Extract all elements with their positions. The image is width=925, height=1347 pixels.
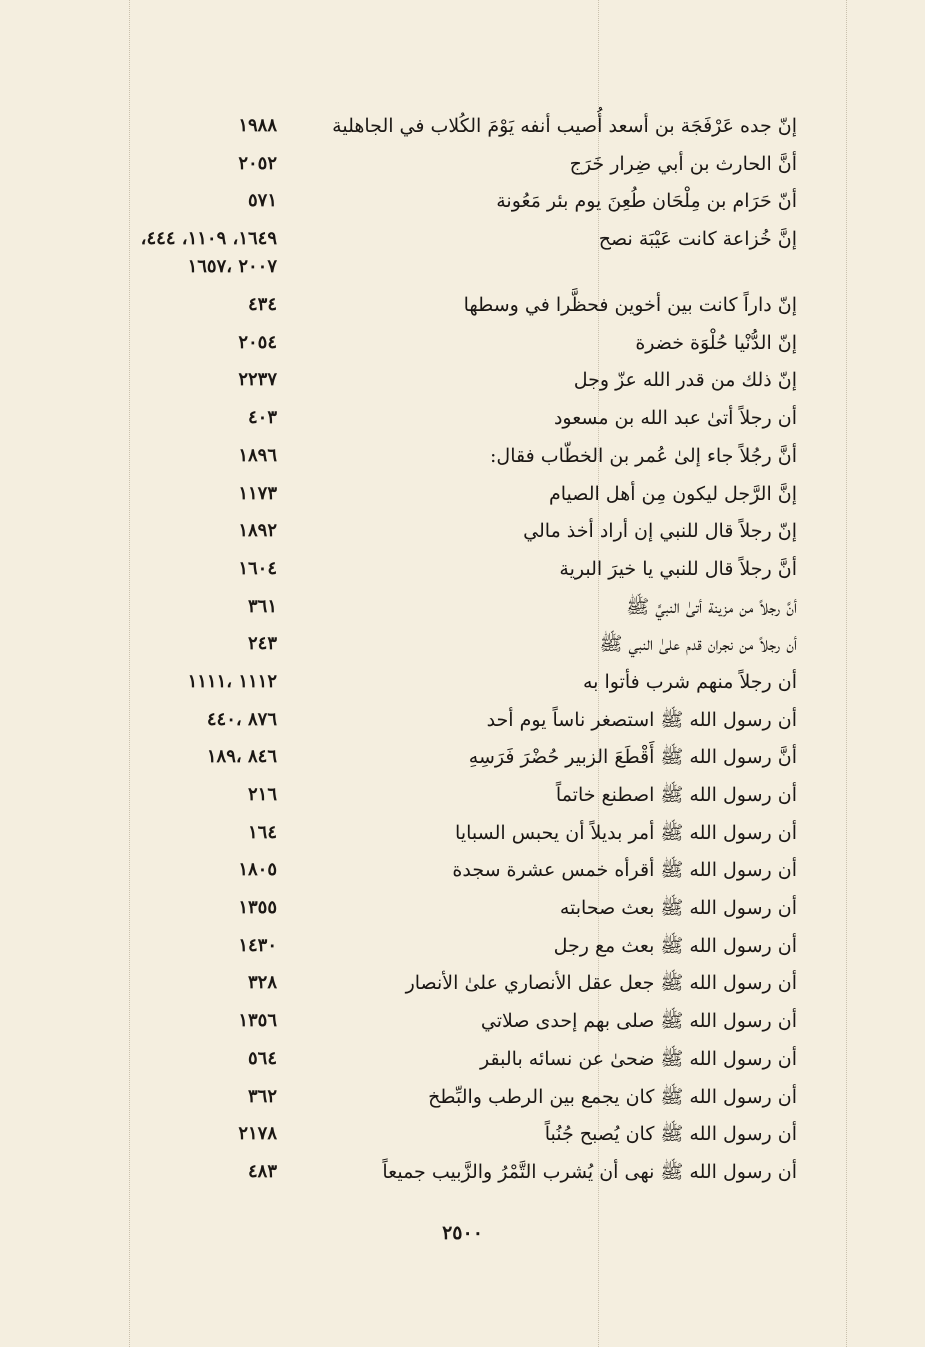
index-entry bbox=[0, 476, 925, 514]
page-number: ٢٥٠٠ bbox=[442, 1222, 483, 1244]
entry-number: ٢١٧٨ bbox=[238, 1123, 277, 1145]
entry-numbers bbox=[0, 225, 277, 281]
index-entry bbox=[0, 626, 925, 664]
entry-numbers bbox=[0, 1083, 277, 1111]
entry-numbers bbox=[0, 668, 277, 696]
entry-number: ٤٣٤ bbox=[247, 294, 277, 316]
entry-text: أن رسول الله ﷺ صلى بهم إحدى صلاتي bbox=[480, 1010, 797, 1033]
entry-text: إنّ ذلك من قدر الله عزّ وجل bbox=[573, 369, 797, 392]
entry-number: ٥٧١ bbox=[247, 190, 277, 212]
index-entry bbox=[0, 890, 925, 928]
entry-numbers bbox=[0, 969, 277, 997]
entry-text: أن رسول الله ﷺ بعث مع رجل bbox=[553, 934, 797, 957]
index-entry bbox=[0, 438, 925, 476]
entry-numbers bbox=[0, 706, 277, 734]
entry-numbers bbox=[0, 442, 277, 470]
entry-numbers bbox=[0, 743, 277, 771]
entry-text: أن رسول الله ﷺ كان يجمع بين الرطب والبِّطخ bbox=[428, 1085, 797, 1108]
entry-text: أن رسول الله ﷺ استصغر ناساً يوم أحد bbox=[486, 708, 797, 731]
entry-number: ٢١٦ bbox=[247, 784, 277, 805]
entry-number: ١٦٠٤ bbox=[238, 557, 277, 579]
entry-text: إنَّ خُزاعة كانت عَيْبَة نصح bbox=[598, 228, 797, 251]
entry-text: أن رسول الله ﷺ أمر بديلاً أن يحبس السبايا bbox=[455, 821, 797, 844]
entry-numbers bbox=[0, 112, 277, 140]
entry-text: أنَّ رجلاً من مزينة أتىٰ النبيَّ ﷺ bbox=[626, 595, 797, 618]
entry-numbers bbox=[0, 1045, 277, 1073]
index-entry bbox=[0, 965, 925, 1003]
entry-number: ٣٦١ bbox=[247, 595, 277, 617]
entry-text: أن رسول الله ﷺ ضحىٰ عن نسائه بالبقر bbox=[480, 1047, 797, 1070]
index-entry bbox=[0, 183, 925, 221]
index-entry bbox=[0, 1154, 925, 1192]
entry-number: ١٤٣٠ bbox=[238, 934, 277, 956]
entry-text: أن رسول الله ﷺ جعل عقل الأنصاري علىٰ الأنصار bbox=[405, 972, 797, 995]
entry-number: ١١١٢ ،١١١١ bbox=[187, 670, 277, 692]
entry-numbers bbox=[0, 1120, 277, 1148]
index-entry bbox=[0, 928, 925, 966]
entry-text: إنّ داراً كانت بين أخوين فحظَّرا في وسطها bbox=[463, 294, 797, 317]
index-entry bbox=[0, 362, 925, 400]
index-entry bbox=[0, 852, 925, 890]
entry-text: أن رسول الله ﷺ نهى أن يُشرب التَّمْرُ والزَّبيب جميعاً bbox=[382, 1160, 797, 1183]
entry-numbers bbox=[0, 819, 277, 847]
index-entry bbox=[0, 1116, 925, 1154]
entry-text: أنّ حَرَام بن مِلْحَان طُعِنَ يوم بئر مَعُونة bbox=[496, 190, 797, 213]
entry-text: أنَّ رجُلاً جاء إلىٰ عُمر بن الخطّاب فقال: bbox=[490, 444, 797, 467]
index-entry bbox=[0, 702, 925, 740]
entry-numbers bbox=[0, 187, 277, 215]
entry-text: إنَّ الرَّجل ليكون مِن أهل الصيام bbox=[548, 482, 797, 505]
entry-number: ١٨٩٦ bbox=[238, 444, 277, 466]
entry-text: إنّ رجلاً قال للنبي إن أراد أخذ مالي bbox=[523, 520, 797, 543]
index-entry bbox=[0, 1079, 925, 1117]
entry-text: أنَّ رجلاً قال للنبي يا خيرَ البرية bbox=[559, 557, 797, 580]
index-entry bbox=[0, 739, 925, 777]
entry-number: ١٨٩٢ bbox=[238, 520, 277, 542]
entry-number: ٣٦٢ bbox=[247, 1085, 277, 1107]
entry-numbers bbox=[0, 329, 277, 357]
entry-numbers bbox=[0, 593, 277, 621]
entry-number: ٢٢٣٧ bbox=[238, 369, 277, 391]
entry-text: إنّ الدُّنْيا حُلْوَة خضرة bbox=[635, 331, 797, 354]
entry-number: ٢٤٣ bbox=[247, 633, 277, 655]
entry-numbers bbox=[0, 781, 277, 809]
entry-number: ٨٤٦ ،١٨٩ bbox=[206, 746, 277, 768]
entry-number: ٢٠٠٧ ،١٦٥٧ bbox=[187, 256, 277, 278]
entry-number: ٤٨٣ bbox=[247, 1160, 277, 1182]
entry-number: ١٦٤٩، ١١٠٩، ٤٤٤، bbox=[140, 228, 277, 250]
entry-numbers bbox=[0, 366, 277, 394]
entry-text: أن رجلاً من نجران قدم علىٰ النبي ﷺ bbox=[599, 633, 797, 656]
entry-text: أن رجلاً منهم شرب فأتوا به bbox=[582, 670, 797, 693]
entry-text: أنَّ رسول الله ﷺ أَقْطَعَ الزبير حُضْرَ فَرَسِهِ bbox=[468, 746, 797, 769]
entry-number: ٥٦٤ bbox=[247, 1047, 277, 1069]
entry-numbers bbox=[0, 291, 277, 319]
entry-text: أن رسول الله ﷺ كان يُصبح جُنُباً bbox=[544, 1123, 797, 1146]
index-entry bbox=[0, 108, 925, 146]
entry-number: ١١٧٣ bbox=[238, 482, 277, 504]
index-entry bbox=[0, 589, 925, 627]
entry-numbers bbox=[0, 894, 277, 922]
entry-numbers bbox=[0, 1158, 277, 1186]
entry-text: أن رسول الله ﷺ أقرأه خمس عشرة سجدة bbox=[452, 859, 797, 882]
index-entry bbox=[0, 1041, 925, 1079]
entry-number: ١٣٥٦ bbox=[238, 1010, 277, 1032]
entry-number: ١٨٠٥ bbox=[238, 859, 277, 881]
entry-number: ٤٠٣ bbox=[247, 407, 277, 429]
entry-numbers bbox=[0, 630, 277, 658]
entry-number: ٨٧٦ ،٤٤٠ bbox=[206, 708, 277, 730]
index-entry bbox=[0, 400, 925, 438]
entry-number: ١٣٥٥ bbox=[238, 897, 277, 919]
index-entry bbox=[0, 287, 925, 325]
entry-numbers bbox=[0, 480, 277, 508]
entry-numbers bbox=[0, 404, 277, 432]
entry-number: ٣٢٨ bbox=[247, 972, 277, 994]
entry-text: أن رسول الله ﷺ بعث صحابته bbox=[559, 897, 797, 920]
entry-numbers bbox=[0, 555, 277, 583]
entry-numbers bbox=[0, 150, 277, 178]
entry-numbers bbox=[0, 932, 277, 960]
index-entry bbox=[0, 221, 925, 287]
index-entry bbox=[0, 777, 925, 815]
index-entry bbox=[0, 325, 925, 363]
entry-text: إنّ جده عَرْفَجَة بن أسعد أُصيب أنفه يَوْمَ الكُلاب في الجاهلية bbox=[332, 115, 797, 137]
index-entry bbox=[0, 815, 925, 853]
entry-number: ٢٠٥٤ bbox=[238, 331, 277, 353]
hadith-index-list bbox=[0, 108, 925, 1192]
index-entry bbox=[0, 551, 925, 589]
index-entry bbox=[0, 513, 925, 551]
index-entry bbox=[0, 1003, 925, 1041]
entry-text: أن رجلاً أتىٰ عبد الله بن مسعود bbox=[553, 407, 797, 430]
entry-number: ١٦٤ bbox=[247, 821, 277, 843]
index-entry bbox=[0, 146, 925, 184]
entry-number: ٢٠٥٢ bbox=[238, 152, 277, 174]
index-entry bbox=[0, 664, 925, 702]
entry-numbers bbox=[0, 517, 277, 545]
entry-numbers bbox=[0, 856, 277, 884]
entry-number: ١٩٨٨ bbox=[238, 115, 277, 136]
entry-numbers bbox=[0, 1007, 277, 1035]
entry-text: أن رسول الله ﷺ اصطنع خاتماً bbox=[555, 784, 797, 806]
entry-text: أنَّ الحارث بن أبي ضِرار خَرَج bbox=[569, 152, 797, 175]
